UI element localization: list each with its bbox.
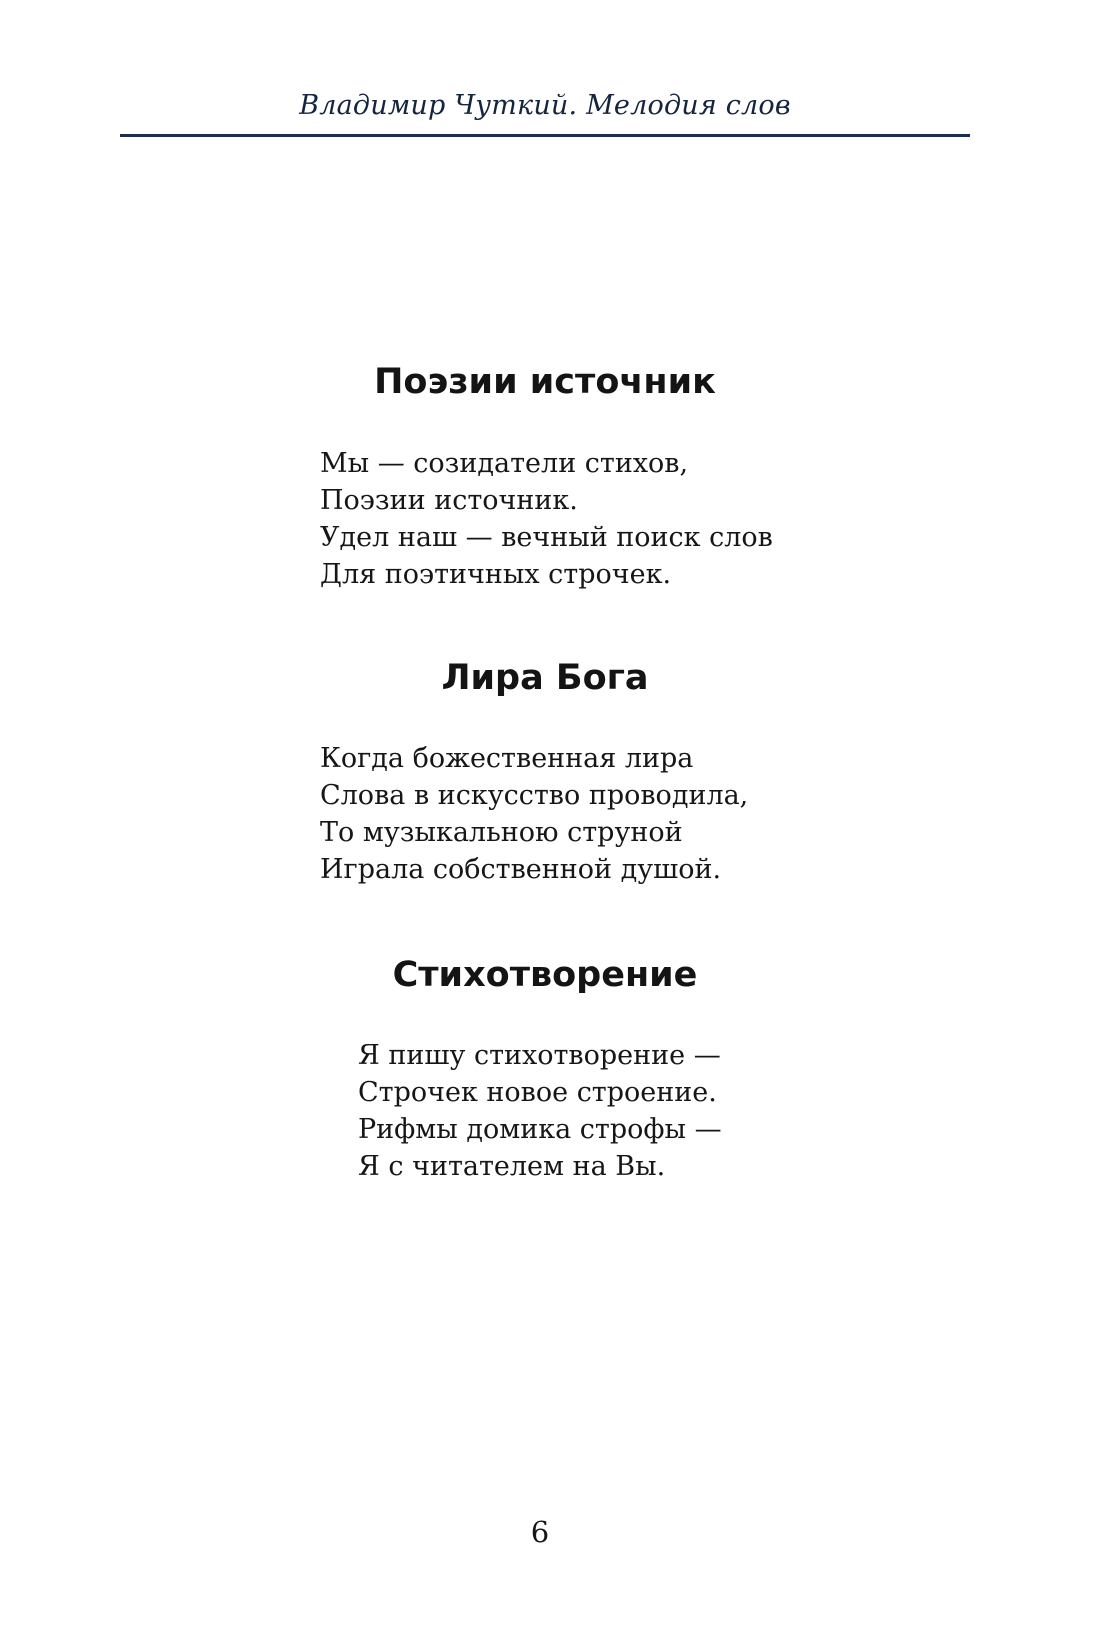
poem-line: Поэзии источник. bbox=[320, 485, 578, 516]
poem-line: Когда божественная лира bbox=[320, 743, 694, 774]
poem-line: Для поэтичных строчек. bbox=[320, 559, 672, 590]
poem-line: Удел наш — вечный поиск слов bbox=[320, 522, 773, 553]
poem-line: Рифмы домика строфы — bbox=[358, 1114, 722, 1145]
poem-line: Мы — созидатели стихов, bbox=[320, 448, 689, 479]
header-rule bbox=[120, 134, 970, 137]
poem-title: Поэзии источник bbox=[374, 362, 716, 402]
poem-stanza bbox=[320, 445, 773, 593]
poem-line: Играла собственной душой. bbox=[320, 854, 722, 885]
poem-line: Я с читателем на Вы. bbox=[358, 1151, 666, 1182]
poem-line: Строчек новое строение. bbox=[358, 1077, 717, 1108]
poem-title: Лира Бога bbox=[441, 658, 649, 698]
poem-line: Я пишу стихотворение — bbox=[358, 1040, 721, 1071]
poem-stanza bbox=[358, 1037, 722, 1185]
poem-stanza bbox=[320, 740, 748, 888]
poem-title: Стихотворение bbox=[392, 955, 698, 995]
poem-line: То музыкальною струной bbox=[320, 817, 683, 848]
page-number: 6 bbox=[530, 1515, 550, 1549]
poem-line: Слова в искусство проводила, bbox=[320, 780, 749, 811]
running-head: Владимир Чуткий. Мелодия слов bbox=[299, 90, 791, 121]
